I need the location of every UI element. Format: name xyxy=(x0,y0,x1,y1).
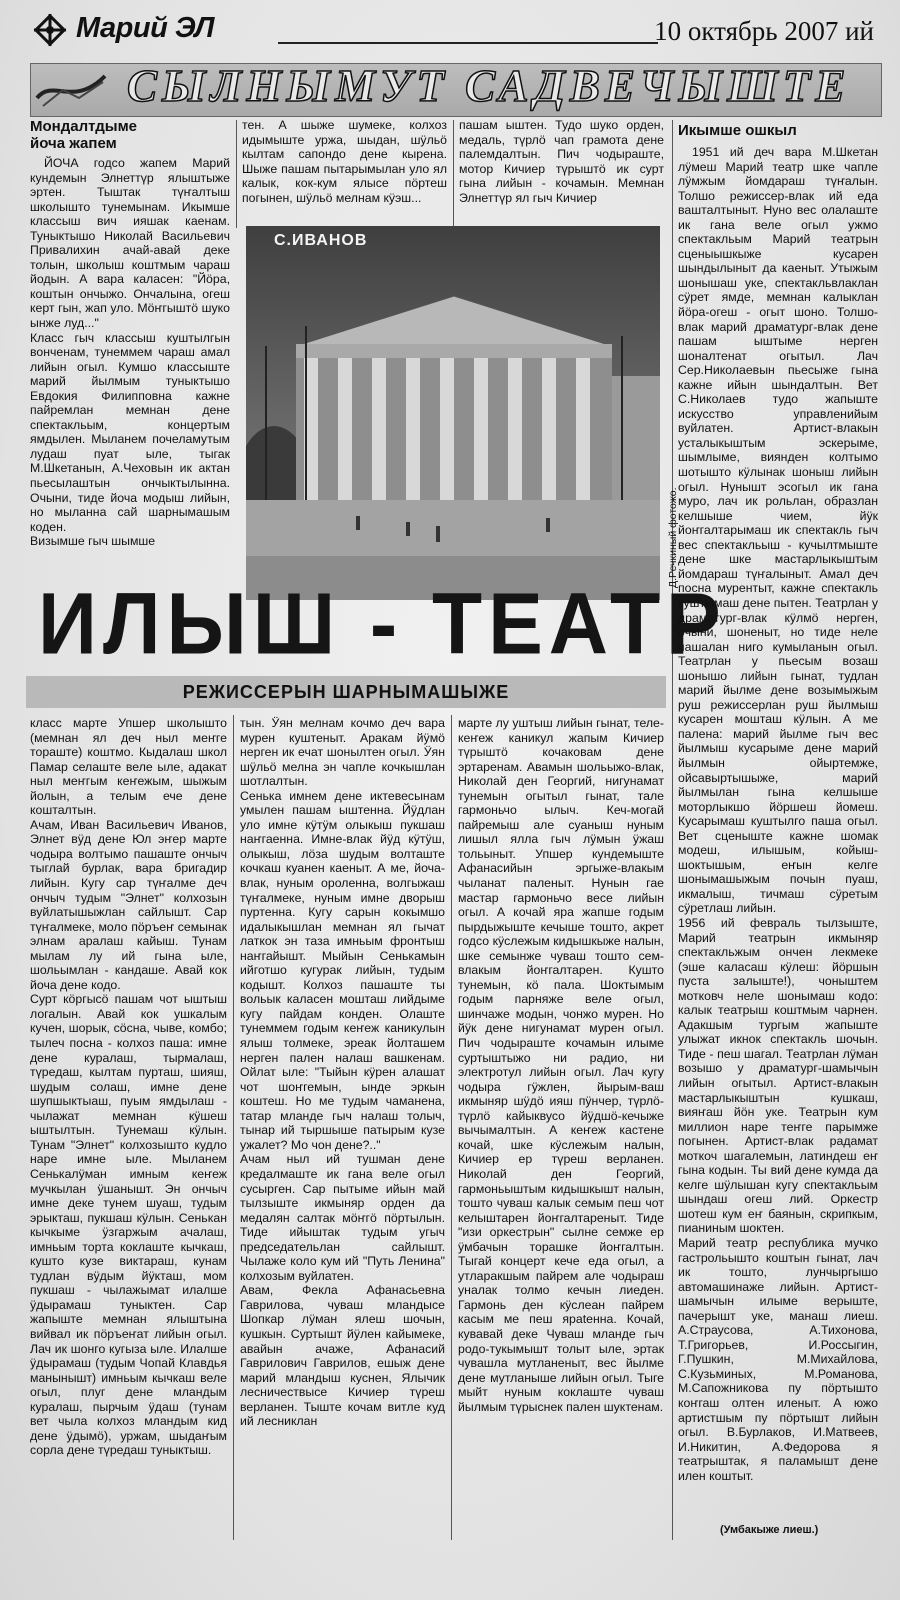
theatre-photo xyxy=(246,226,660,600)
column-divider xyxy=(233,715,234,1540)
article-text: пашам ыштен. Тудо шуко орден, медаль, түрлӧ чап грамота дене палемдалтын. Пич чодыраште, мотор Кичиер түрыштӧ ик сурт гына лийын - кочамын. Мемнан Элнеттүр ял гыч Кичиер xyxy=(459,118,664,205)
issue-date: 10 октябрь 2007 ий xyxy=(654,16,874,46)
column-divider xyxy=(453,120,454,228)
rubric-banner xyxy=(30,63,882,117)
theatre-building-image xyxy=(246,226,660,600)
article-column xyxy=(30,716,227,1540)
subtitle-bar xyxy=(26,676,666,708)
article-column xyxy=(459,118,664,226)
article-text: тын. Ӱян мелнам кочмо деч вара мурен куштеныт. Аракам йӱмӧ нерген ик ечат шонылтен огыл. Ӱян шӱльӧ мелна эн чапле кочкышлан шотлалтын. Сенька имнем дене иктевесынам умылен пашам ыштенна. Йӱдлан уло имне кӱтӱм олыкыш пукшаш наҥгаенна. Имне-влак йӱд кӱтӱш, олыкыш, лӧза шудым волташте кочкаш куанен каеныт. А ме, йоча-влак, нуным ороленна, волгыжаш түҥалмеке, нуным имне двоpыш пуртенна. Кугу сарын кокымшо идалыкышлан мемнан ял гычат латкок эн таза имньым фронтыш наҥгайышт. Мыйын Сенькамын ийготшо кугурак лийын, тудым кодышт. Колхоз пашаште ты вольык каласен мошташ лийдыме кугу пайдам конден. Олаште тунеммем годым кеҥеж каникулын ялыш толмеке, эреак йолташем нерген пален налаш вашкенам. Ойлат ыле: "Тыйын кӱрен алашат чот шоҥгемын, ынде эркын коштеш. Но ме тудым чаманена, татар мланде гыч налаш толыч, тынар ий тыршыше патырым кузе ужалет? Мо чон дене?.." Ачам ныл ий тушман дене кредалмаште ик гана веле огыл сусырген. Сар пытыме ийын май тылзыште икмыняр орден да медалян салтак мӧҥгӧ пӧртылын. Тиде ийыштак тудым угыч председательлан сайлышт. Чылаже коло кум ий "Путь Ленина" колхозым вуйлатен. Авам, Фекла Афанасьевна Гаврилова, чуваш мландысе Шопкар лӱман ялеш шочын, кушкын. Суртышт йӱлен кайымеке, авайын ачаже, Афанасий Гаврилович Гаврилов, ешыж дене марий мландыш куснен, Ялычик лесничествысе Кичиер түреш верланен. Тыште кочам витле куд ий лесниклан xyxy=(240,716,445,1429)
rubric-title: СЫЛНЫМУТ САДВЕЧЫШТЕ xyxy=(127,61,851,111)
article-subtitle: РЕЖИССЕРЫН ШАРНЫМАШЫЖЕ xyxy=(182,682,510,702)
newspaper-header xyxy=(30,8,880,52)
newspaper-name: Марий ЭЛ xyxy=(76,12,214,44)
article-column xyxy=(678,122,878,1522)
column-divider xyxy=(236,120,237,228)
article-text: тен. А шыже шумеке, колхоз идымыште уржа, шыдан, шӱльӧ кылтам сапондо дене кырена. Шыже пашам пытарымылан уло ял калык, кок-кум ялысе пӧртеш погынен, шӱльӧ мелнам кӱэш... xyxy=(242,118,447,205)
ornament-logo-icon xyxy=(32,12,68,48)
article-column xyxy=(30,118,230,549)
photo-author-label: С.ИВАНОВ xyxy=(274,232,368,249)
article-column xyxy=(240,716,445,1540)
photo-credit-text: Д.Речкиный фотожо. xyxy=(667,487,679,588)
header-rule xyxy=(278,42,658,44)
article-title: ИЛЫШ - ТЕАТР xyxy=(38,576,727,673)
article-text: ЙОЧА годсо жапем Марий кундемын Элнеттүр ялыштыже эртен. Тыштак түҥалтыш школышто тунемынам. Икымше классыш вич ияшак каенам. Туныктышо Николай Васильевич Привалихин ачай-авай деке толын, школыш коштмым чараш йодын. А вара каласен: "Йӧра, коштын ончыжо. Ончалына, огеш керт гын, жап уло. Мӧҥгыштӧ шуко ынже луд..." Класс гыч классыш куштылгын вонченам, тунеммем чараш амал лийын огыл. Кумшо классыште марий йылмым туныктышо Евдокия Филипповна кажне пайремлан мемнан дене спектакльым, концертым ямдылен. Мыланем почеламутым лудаш пуат ыле, тыгак М.Шкетанын, А.Чеховын ик актан пьесылаштын ончыктылынна. Очыни, тиде йоча модыш лийын, но мыланна сай шарнымашым коден. Визымше гыч шымше xyxy=(30,156,230,549)
section-heading: Икымше ошкыл xyxy=(678,122,797,139)
article-text: 1951 ий деч вара М.Шкетан лӱмеш Марий театр шке чапле лӱмжым йомдараш түҥалын. Толшо режиссер-влак ий еда вашталтыныт. Нуно вес олалаште ик гана веле огыл ужмо спектакльым Марий театрын сценыышкыже кусарен шындылыныт да каеныт. Утыжым шонышаш уке, спектакльвлаклан сӱрет ямде, мемнан калыклан йӧра-огеш - огыт шоно. Толшо-влак марий драматург-влак дене пашам ыштыме нерген шоналтенат огытыл. Лач Сер.Николаевын пьесыже гына кажне ийын шындалтын. Вет С.Николаев тудо жапыште искусство управленийым вуйлатен. Артист-влакын усталыкыштым эскерыме, шымлыме, виянден колтымо шотышто кӱлынак шоныш лийын огыл. Нунышт эсогыл ик гана муро, лач ик рольлан, образлан келшыше чием, йӱк йоҥгалтарымаш ик спектакль гыч вес спектакльыш - кучылтмыште дене шке мастарлыкыштым йомдараш түҥалыныт. Амал деч посна мурентыт, кажне спектакль куштымаш дене пытен. Театрлан у драматург-влак кӱлмӧ нерген, очыни, шоненыт, но тиде неле пашалан ниго кумыланын огыл. Театрлан у пьесым возаш шонышо лийын гынат, тудлан марий йылме дене возымыжым руш режиссерлан руш йылмыш кусарен мошташ кӱлын. А ме палена: марий йылме гыч вес йылмыш кусарыме дене марий йылмын ойыртемже, ойсавыртышыже, марий йылмылан гына келшыше моторлыкшо йӧршеш йомеш. Кусарымаш куштылго паша огыл. Вет сценыште кажне шомак модеш, илышым, койыш-шоктышым, еҥын келге шонымашыжым почын пуаш, икмалыш, тичмаш сӱретым сӱретлаш лийын. 1956 ий февраль тылзыште, Марий театрын икмыняр спектакльжым ончен лекмеке (эше каласаш кӱлеш: йӧршын пуста залыште!), чоныштем мотковч неле шонымаш кодо: калык театрыш коштмым чарнен. Адакшым тургым жапыште улыжат икнок спектакль шочын. Тиде - пеш шагал. Театрлан лӱман возышо у драматург-шамычын лийын огытыл. Артист-влакын мастарлыкыштын кушкаш, вияҥаш йӧн уке. Театрын кум миллион наре теҥге парымже погынен. Артист-влак радамат моткоч шагалемын, латиндеш еҥ гына кодын. Ты вий дене кумда да келге шӱлышан кугу спектакльым шындаш огеш лий. Оркестр шотеш кум еҥ баянын, скрипкым, пианиным шоктен. Марий театр республика мучко гастрольышто коштын гынат, лач ик тошто, лунчыргышо автомашинаже лийын. Артист-шамычын илыме верыште, пачерышт уке, манаш лиеш. А.Страусова, А.Тихонова, Т.Григорьев, И.Россыгин, Г.Пушкин, М.Михайлова, С.Кузьминых, М.Романова, М.Сапожникова пу пӧртышто коҥгаш олтен иленыт. А южо артистшым пу пӧртышт лийын огыл. В.Бурлаков, И.Матвеев, И.Никитин, А.Федорова я театрыштак, я паламышт дене илен коштыт. xyxy=(678,145,878,1483)
rubric-ornament-icon xyxy=(33,68,109,112)
continued-note: (Умбакыже лиеш.) xyxy=(720,1524,819,1536)
article-column xyxy=(242,118,447,226)
article-text: класс марте Упшер школышто (мемнан ял деч ныл меҥге тораште) коштмо. Кыдалаш школ Памар селаште веле ыле, адакат ныл меҥгым кеҥежым, шыжым йолын, а телым ече дене кошталтын. Ачам, Иван Васильевич Иванов, Элнет вӱд дене Юл эҥер марте чодыра волтымо пашаште ончыч тыглай бурлак, вара бригадир лийын. Кугу сар түҥалме деч ончыч тудым "Элнет" колхозын вуйлатышыжлан сайлышт. Сар түҥалмеке, моло пӧръеҥ семынак элнам аралаш кайыш. Тунам мылам лу ий гына ыле, шольымлан - кандаше. Авай кок йоча дене кодо. Сурт кӧргысӧ пашам чот ыштыш логалын. Авай кок ушкалым кучен, шорык, сӧсна, чыве, комбо; тылеч посна - колхоз паша: имне дене куралаш, тырмалаш, түредаш, кылтам пурташ, шияш, шудым солаш, имне дене шупшыктыаш, пуым ямдылаш - чылажат мемнан кӱшеш ыштылтын. Тунемаш кӱлын. Тунам "Элнет" колхозышто кудло наре имне ыле. Мыланем Сенькалӱман имным кеҥеж мучкылан ӱшанышт. Эн ончыч имне деке тунем шуаш, тудым эрыкташ, пукшаш кӱлын. Сенькан кычкыме ӱзгаржым ачалаш, имньым торта коклаште кычкаш, куштo кузе виктараш, кунам тудлан вӱдым йӱкташ, мом пукшаш - чылажымат илалше ӱдырамаш туныктен. Сар жапыште мемнан ялыштына вийвал ик пӧръеҥат лийын огыл. Лач ик шонго кугыза ыле. Илалше ӱдырамаш (тудым Чопай Клавдья манынышт) имньым кычкаш веле огыл, плуг дене мландым куралаш, пырчым ӱдаш (тунам вет чыла колхоз мландым кид дене ӱдымӧ), уржам, шыдаҥым сорла дене түредаш туныктыш. xyxy=(30,716,227,1458)
section-heading: Мондалтдыме йоча жапем xyxy=(30,118,138,152)
photo-credit xyxy=(665,480,679,590)
column-divider xyxy=(672,120,673,1540)
article-text: марте лу уштыш лийын гынат, теле-кеҥеж каникул жапым Кичиер түрыштӧ кочаковам дене эртаренам. Авамын шольыжо-влак, Николай ден Георгий, нигунамат тунемын огытыл гынат, тале гармоньчо ылыч. Кеч-могай пайремыш але суаныш нуным лишыл ялла гыч лӱмын ӱжаш тольыныт. Упшер кундемыште Афанасийын эргыже-влакым чыланат паленыт. Нунын гае мастар гармоньчо весе лийын огыл. А кочай яра жапше годым пырдыжыште кечыше тошто, акрет годсо кӱслежым кидышкыже налын, шке семынже чуваш тошто сем-влакым йоҥгалтарен. Кушто тунемын, кӧ пала. Шоктымым годым парняже веле огыл, шинчаже модын, чонжо мурен. Но йӱк дене нигунамат мурен огыл. Пич чодыраште кочамын илыме суртыштыжо ни радио, ни электротул лийын огыл. Лач кугу чодыра гӱжлен, йырым-ваш икмыняр шӱдӧ ияш пӱнчер, түрлӧ-түрлӧ кайыквусо йӱдшӧ-кечыже вычымалтын. А кеҥеж кастене кочай, шке кӱслежым налын, Кичиер ер түреш верланен. Николай ден Георгий, гармоньыштым кидышкышт налын, тошто чуваш калык семым пеш чот келыштарен йоҥгалтареныт. Тиде "изи оркестрын" сылне семже ер ӱмбачын торашке йоҥгалтын. Тыгай концерт кече еда огыл, а утларакшым пайрем але чодыраш уналак толмо кечын лиеден. Гармонь ден кӱслеан пайрем касым ме пеш яраtенна. Кочай, кувавай деке Чуваш мланде гыч родо-тукымышт толыт ыле, эртак чувашла мутланеныт, вес йылме дене мутланыше лийын огыл. Тыге мыйт нуным коклаште чуваш йылмым түрыснек пален шуктенам. xyxy=(458,716,664,1414)
article-column xyxy=(458,716,664,1540)
column-divider xyxy=(451,715,452,1540)
